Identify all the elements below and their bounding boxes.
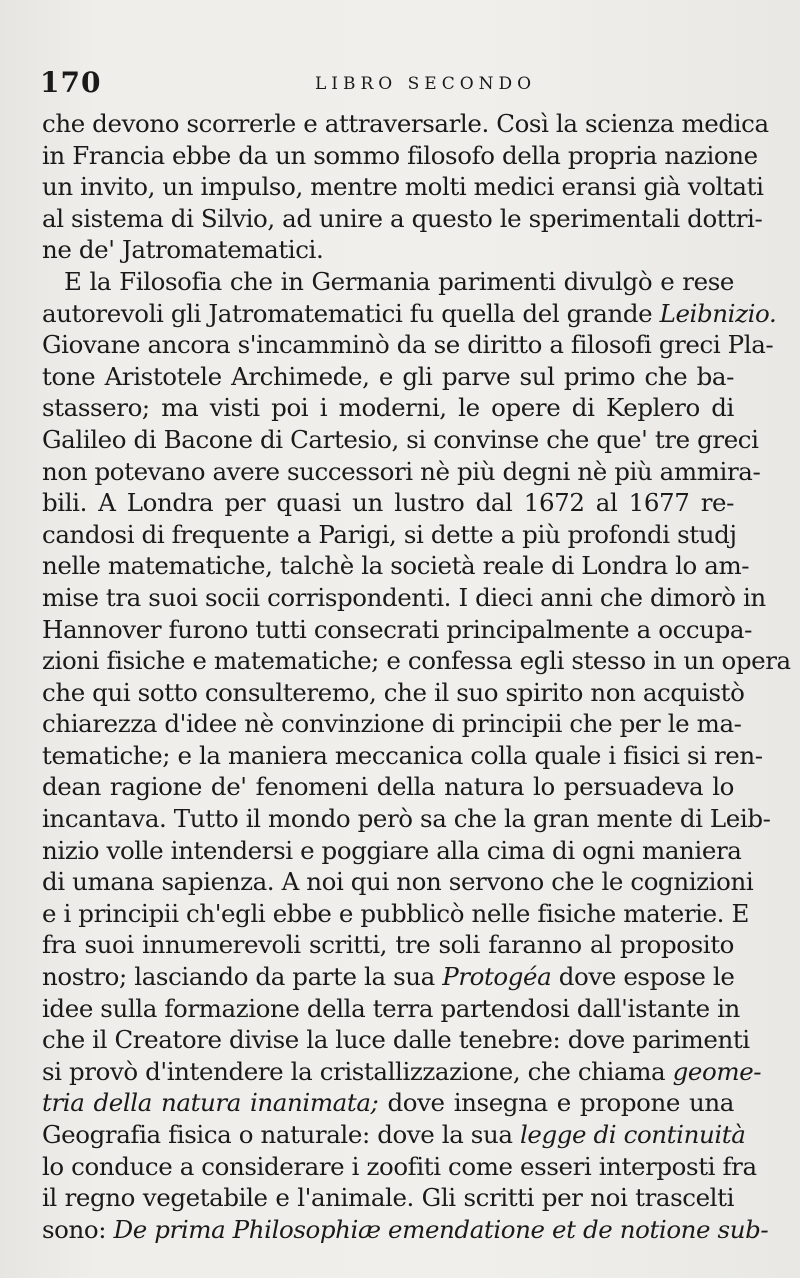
text-line: si provò d'intendere la cristallizzazione, che chiama geome- <box>42 1056 762 1086</box>
text-line: che qui sotto consulteremo, che il suo spirito non acquistò <box>42 677 745 707</box>
text-line: bili. A Londra per quasi un lustro dal 1672 al 1677 re- <box>42 488 734 518</box>
text-line: idee sulla formazione della terra partendosi dall'istante in <box>42 993 740 1023</box>
text-line: incantava. Tutto il mondo però sa che la gran mente di Leib- <box>42 804 771 834</box>
text-line: zioni fisiche e matematiche; e confessa egli stesso in un opera <box>42 646 791 676</box>
text-line: mise tra suoi socii corrispondenti. I dieci anni che dimorò in <box>42 582 766 612</box>
text-line: E la Filosofia che in Germania parimenti divulgò e rese <box>64 266 734 296</box>
text-line: dean ragione de' fenomeni della natura lo persuadeva lo <box>42 772 734 802</box>
text-line: Hannover furono tutti consecrati principalmente a occupa- <box>42 614 752 644</box>
text-line: fra suoi innumerevoli scritti, tre soli faranno al proposito <box>42 930 734 960</box>
text-line: stassero; ma visti poi i moderni, le opere di Keplero di <box>42 393 734 423</box>
text-line: nostro; lasciando da parte la sua Protogéa dove espose le <box>42 962 735 992</box>
text-line: Giovane ancora s'incamminò da se diritto a filosofi greci Pla- <box>42 330 774 360</box>
text-line: nelle matematiche, talchè la società reale di Londra lo am- <box>42 551 750 581</box>
text-line: in Francia ebbe da un sommo filosofo della propria nazione <box>42 140 758 170</box>
text-line: Geografia fisica o naturale: dove la sua legge di continuità <box>42 1120 746 1149</box>
text-line: e i principii ch'egli ebbe e pubblicò nelle fisiche materie. E <box>42 898 749 928</box>
page-header <box>40 66 740 100</box>
body-text <box>42 108 791 1245</box>
page-number: 170 <box>40 66 102 99</box>
text-line: non potevano avere successori nè più degni nè più ammira- <box>42 456 761 486</box>
text-line: tone Aristotele Archimede, e gli parve sul primo che ba- <box>42 361 734 391</box>
text-line: autorevoli gli Jatromatematici fu quella del grande Leibnizio. <box>42 298 777 328</box>
text-line: che devono scorrerle e attraversarle. Così la scienza medica <box>42 109 769 138</box>
text-line: Galileo di Bacone di Cartesio, si convinse che que' tre greci <box>42 424 759 454</box>
text-line: sono: De prima Philosophiæ emendatione et de notione sub- <box>42 1214 769 1244</box>
text-line: ne de' Jatromatematici. <box>42 235 324 265</box>
text-line: di umana sapienza. A noi qui non servono che le cognizioni <box>42 867 754 897</box>
text-line: tria della natura inanimata; dove insegna e propone una <box>42 1088 734 1118</box>
text-line: candosi di frequente a Parigi, si dette a più profondi studj <box>42 519 737 549</box>
text-line: nizio volle intendersi e poggiare alla cima di ogni maniera <box>42 835 742 865</box>
text-line: chiarezza d'idee nè convinzione di principii che per le ma- <box>42 709 742 739</box>
running-head: LIBRO SECONDO <box>315 74 537 94</box>
text-line: il regno vegetabile e l'animale. Gli scritti per noi trascelti <box>42 1183 734 1213</box>
text-line: lo conduce a considerare i zoofiti come esseri interposti fra <box>42 1151 757 1181</box>
text-line: tematiche; e la maniera meccanica colla quale i fisici si ren- <box>42 740 763 770</box>
text-line: un invito, un impulso, mentre molti medici eransi già voltati <box>42 172 764 202</box>
text-line: al sistema di Silvio, ad unire a questo le sperimentali dottri- <box>42 203 763 233</box>
text-line: che il Creatore divise la luce dalle tenebre: dove parimenti <box>42 1025 750 1055</box>
